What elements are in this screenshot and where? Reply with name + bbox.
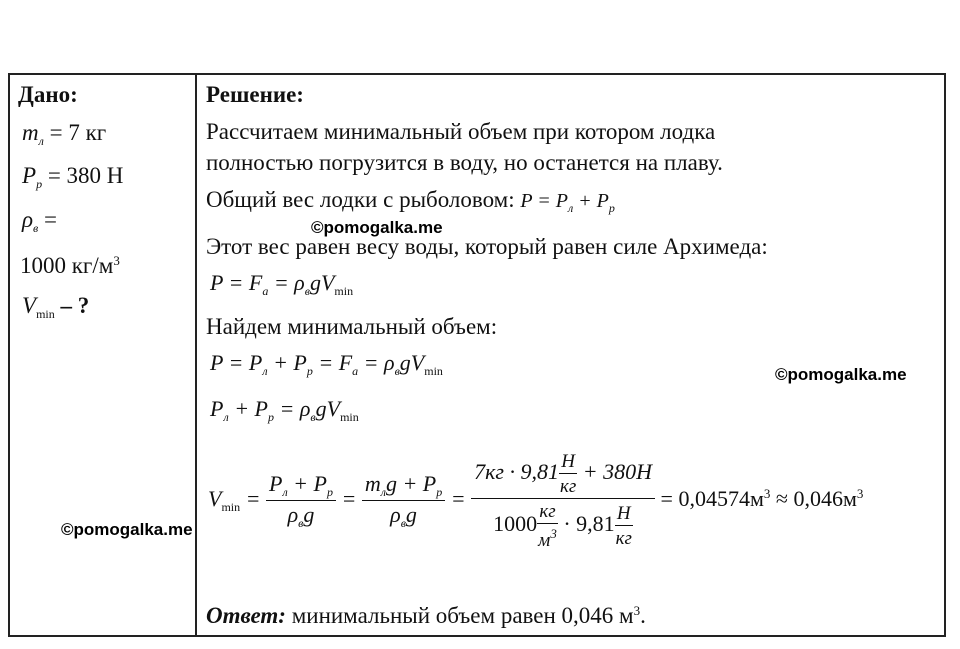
fraction-3: 7кг · 9,81 $\frac{Н}{кг}$ + 380Н 1000 $\frac{кг}{м^3}$ · 9,81 $\frac{Н}{кг}$ — [471, 452, 655, 550]
archimedes-text: Этот вес равен весу воды, который равен силе Архимеда: — [206, 234, 768, 259]
watermark-top: ©pomogalka.me — [311, 218, 443, 237]
given-density: $\rho_в$ = — [22, 207, 57, 235]
formula-combined: $P = P_л + P_р = F_а = \rho_вgV_{min}$ — [210, 350, 443, 378]
formula-weight: $P = P_л + P_р$ — [520, 190, 615, 215]
solution-heading: Решение: — [206, 82, 304, 107]
fraction-2: $\frac{m_лg + P_р}{\rho_вg}$ — [362, 473, 445, 529]
column-divider — [195, 73, 197, 637]
watermark-left: ©pomogalka.me — [61, 520, 193, 539]
find-text: Найдем минимальный объем: — [206, 314, 498, 339]
given-heading: Дано: — [18, 82, 78, 107]
formula-volume: $V_{min}$ = $\frac{P_л + P_р}{\rho_вg}$ = $\frac{m_лg + P_р}{\rho_вg}$ = 7кг · 9,81 $\frac{Н}{кг}$ + 380Н 1000 $\frac{кг}{м^3}$ · 9,81 $\frac{Н}{кг}$ = $0,04574м^3 \approx 0,046м^3$ — [208, 451, 864, 551]
formula-archimedes: $P = F_а = \rho_вgV_{min}$ — [210, 270, 354, 298]
given-fisher-weight: $P_р = 380$ Н — [22, 163, 124, 191]
intro-line-1: Рассчитаем минимальный объем при котором лодка — [206, 119, 716, 144]
given-mass: $m_л = 7$ кг — [22, 120, 107, 148]
formula-balance: $P_л + P_р = \rho_вgV_{min}$ — [210, 396, 359, 424]
weight-text: Общий вес лодки с рыболовом: $P = P_л + P_р$ — [206, 187, 615, 215]
intro-line-2: полностью погрузится в воду, но останется на плаву. — [206, 150, 723, 175]
watermark-right: ©pomogalka.me — [775, 365, 907, 384]
fraction-1: $\frac{P_л + P_р}{\rho_вg}$ — [266, 473, 336, 529]
given-unknown: $V_{min}$ – ? — [22, 293, 90, 321]
given-density-value: 1000 $кг/м^3$ — [20, 253, 120, 278]
answer-line: Ответ: минимальный объем равен 0,046 $м^3$. — [206, 603, 646, 628]
